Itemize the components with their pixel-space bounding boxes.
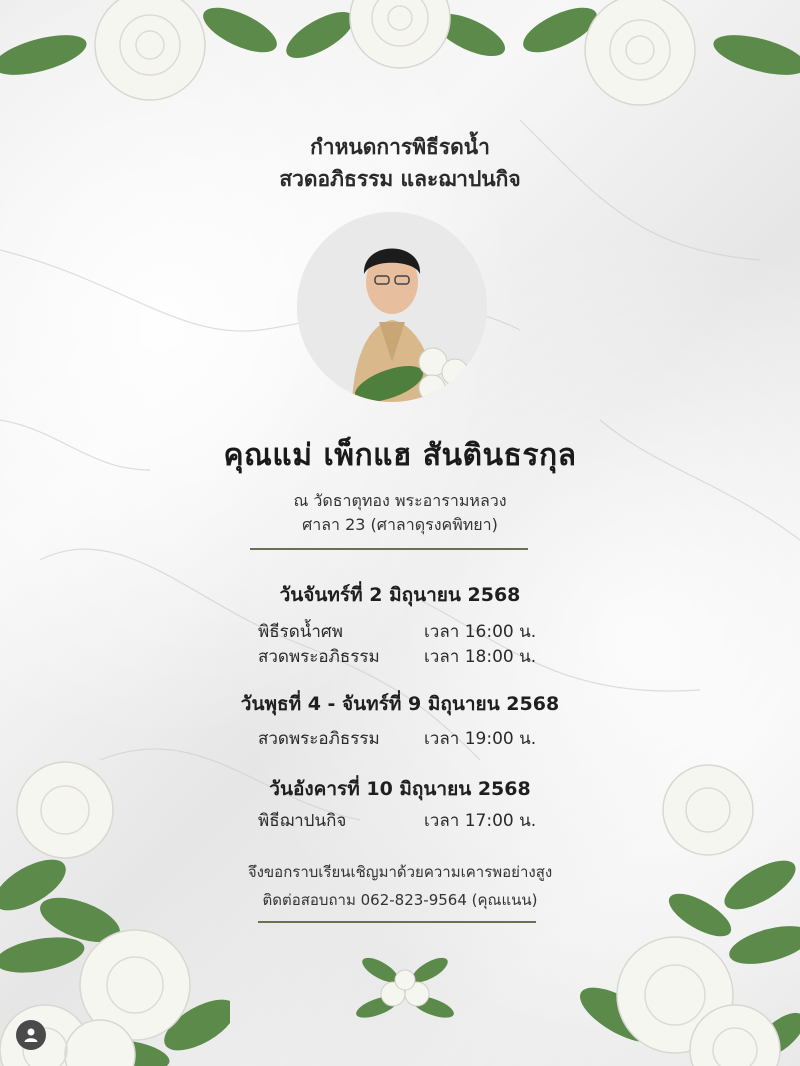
flower-icon [355, 952, 455, 1027]
schedule-date-2: วันพุธที่ 4 - จันทร์ที่ 9 มิถุนายน 2568 [240, 693, 560, 715]
venue-line2: ศาลา 23 (ศาลาดุรงคพิทยา) [302, 515, 498, 534]
divider-top [250, 548, 528, 550]
flower-decoration-top [0, 0, 800, 130]
event-time: เวลา 18:00 น. [424, 647, 537, 667]
event-name: สวดพระอภิธรรม [258, 647, 380, 667]
schedule-date-3: วันอังคารที่ 10 มิถุนายน 2568 [269, 778, 531, 800]
ceremony-title-line2: สวดอภิธรรม และฌาปนกิจ [279, 167, 521, 191]
event-name: พิธีฌาปนกิจ [258, 811, 347, 831]
event-time: เวลา 19:00 น. [424, 729, 537, 749]
schedule-row [0, 643, 800, 669]
venue-line1: ณ วัดธาตุทอง พระอารามหลวง [293, 491, 507, 510]
event-name: พิธีรดน้ำศพ [258, 622, 343, 642]
flower-decoration-right [580, 755, 800, 1066]
invitation-text: จึงขอกราบเรียนเชิญมาด้วยความเคารพอย่างสูง [247, 863, 553, 881]
schedule-date-1: วันจันทร์ที่ 2 มิถุนายน 2568 [279, 584, 521, 606]
portrait-photo [297, 212, 487, 402]
user-avatar-icon[interactable] [16, 1020, 46, 1050]
event-time: เวลา 16:00 น. [424, 622, 537, 642]
event-name: สวดพระอภิธรรม [258, 729, 380, 749]
divider-bottom [258, 921, 536, 923]
deceased-name: คุณแม่ เพ็กแฮ สันตินธรกุล [223, 438, 577, 473]
schedule-row [0, 725, 800, 751]
contact-text: ติดต่อสอบถาม 062-823-9564 (คุณแนน) [262, 891, 538, 909]
event-time: เวลา 17:00 น. [424, 811, 537, 831]
schedule-row [0, 618, 800, 644]
flower-decoration-left [0, 755, 230, 1066]
ceremony-title-line1: กำหนดการพิธีรดน้ำ [310, 135, 490, 159]
person-icon [22, 1026, 40, 1044]
